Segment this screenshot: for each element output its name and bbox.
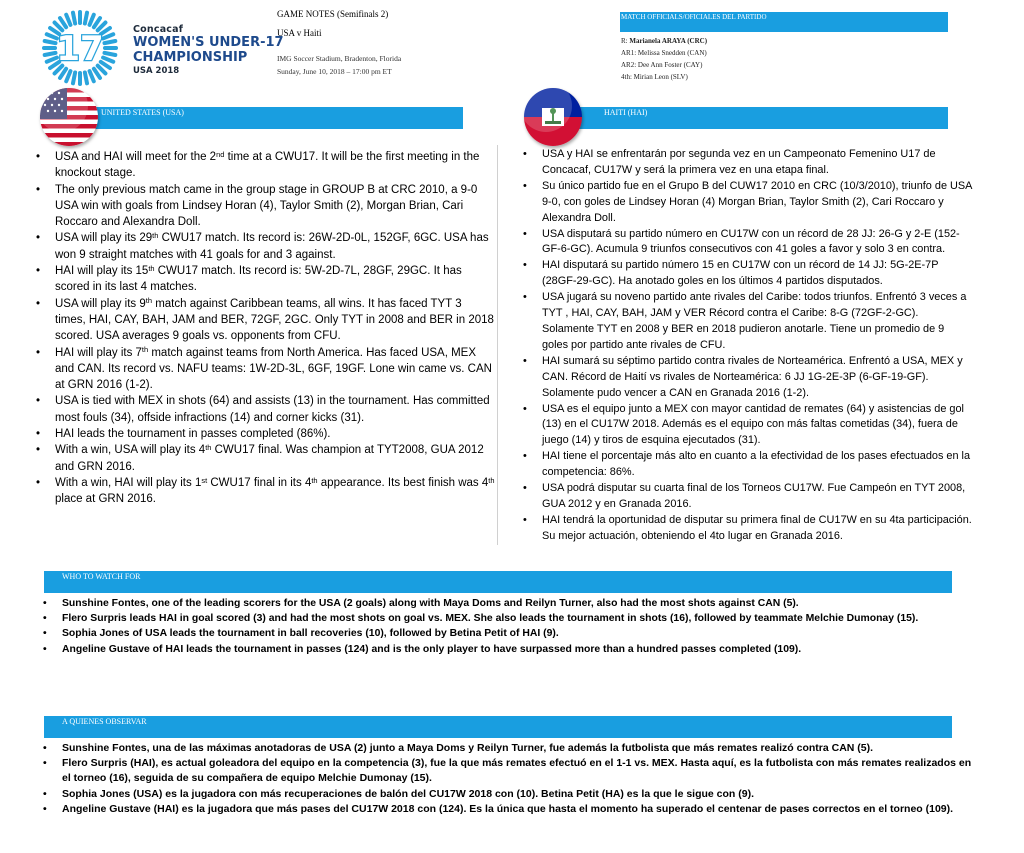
ordinal-suffix: th: [205, 442, 212, 452]
note-text: USA and HAI will meet for the 2: [55, 151, 217, 163]
logo-number: 17: [56, 29, 104, 69]
note-text: appearance. Its best finish was 4: [317, 476, 489, 489]
note-text: CWU17 match. Its record is: 26W-2D-0L, 152GF, 6GC. USA has won 9 straight matches with 41 goals for and 3 against.: [55, 232, 489, 261]
brand-edition: USA 2018: [133, 66, 180, 76]
note-text: USA will play its 29: [55, 232, 153, 245]
usa-note-item: [35, 442, 495, 475]
logo-ray: [94, 69, 100, 78]
note-text: place at GRN 2016.: [55, 493, 157, 506]
logo-ray: [73, 73, 75, 84]
usa-note-item: [35, 393, 495, 426]
hai-note-item: • USA disputará su partido número en CU17W con un récord de 28 JJ: 26-G y 2-E (152-GF-6-GC). Acumula 9 triunfos consecutivos con 41 goles a favor y solo 3 en contra.: [522, 227, 972, 259]
a-quienes-observar-item: • Flero Surpris (HAI), es actual goleadora del equipo en la competencia (3), fue la que más remates efectuó en el 1-1 vs. MEX. Hasta aquí, es la futbolista con más remates realizados en el torneo (16), seguida de su compañera de equipo Melchie Dumonay (15).: [42, 756, 972, 786]
who-to-watch-item: • Flero Surpris leads HAI in goal scored (3) and had the most shots on goal vs. MEX. She also leads the tournament in shots (16), followed by teammate Melchie Dumonay (15).: [42, 611, 972, 626]
logo-ray: [105, 53, 116, 55]
ordinal-suffix: th: [488, 475, 495, 485]
note-text: HAI will play its 7: [55, 346, 142, 359]
who-to-watch-item: • Sunshine Fontes, one of the leading scorers for the USA (2 goals) along with Maya Doms and Reilyn Turner, also had the most shots against CAN (5).: [42, 596, 972, 611]
brand-title-line2: CHAMPIONSHIP: [133, 50, 248, 65]
game-matchup: USA v Haiti: [277, 28, 322, 38]
note-text: time at a CWU17. It will be the first meeting in the knockout stage.: [55, 151, 480, 180]
a-quienes-observar-list: [42, 741, 972, 817]
official-fourth: 4th: Mirian Leon (SLV): [621, 73, 688, 81]
logo-ray: [85, 73, 87, 84]
hai-note-item: • HAI sumará su séptimo partido contra rivales de Norteamérica. Enfrentó a USA, MEX y CAN. Récord de Haití vs rivales de Norteamérica: 6 JJ 1G-2E-3P (6-GF-19-GF). Solamente pudo vencer a CAN en Granada 2016 (1-2).: [522, 354, 972, 402]
officials-header-bar: [620, 12, 948, 32]
a-quienes-observar-item: • Sunshine Fontes, una de las máximas anotadoras de USA (2) junto a Maya Doms y Reilyn Turner, fue además la futbolista que más remates realizó contra CAN (5).: [42, 741, 972, 756]
usa-note-item: [35, 475, 495, 508]
logo-ray: [105, 41, 116, 43]
a-quienes-observar-header: A QUIENES OBSERVAR: [62, 717, 147, 726]
a-quienes-observar-item: • Angeline Gustave (HAI) es la jugadora que más pases del CU17W 2018 con (124). Es la única que hasta el momento ha superado el centenar de pases correctos en el torneo (109).: [42, 802, 972, 817]
championship-logo: [40, 8, 120, 88]
hai-note-item: • HAI tendrá la oportunidad de disputar su primera final de CU17W en su 4ta participación. Su mejor actuación, obteniendo el 4to lugar en Granada 2016.: [522, 513, 972, 545]
ordinal-suffix: th: [152, 231, 159, 241]
logo-ray: [85, 13, 87, 24]
a-quienes-observar-bar: [44, 716, 952, 738]
a-quienes-observar-item: • Sophia Jones (USA) es la jugadora con más recuperaciones de balón del CU17W 2018 con (10). Betina Petit (HA) es la que le sigue con (9).: [42, 787, 972, 802]
team-label-hai: HAITI (HAI): [604, 108, 648, 117]
team-label-usa: UNITED STATES (USA): [101, 108, 184, 117]
logo-ray: [60, 18, 66, 27]
usa-flag-icon: [40, 88, 98, 146]
logo-ray: [94, 18, 100, 27]
note-text: CWU17 final. Was champion at TYT2008, GUA 2012 and GRN 2016.: [55, 444, 484, 473]
note-text: USA will play its 9: [55, 297, 146, 310]
game-datetime: Sunday, June 10, 2018 – 17:00 pm ET: [277, 67, 392, 76]
usa-notes-list: [35, 149, 495, 508]
team-bar-hai: [570, 107, 948, 129]
hai-note-item: • USA podrá disputar su cuarta final de los Torneos CU17W. Fue Campeón en TYT 2008, GUA 2012 y en Granada 2016.: [522, 481, 972, 513]
note-text: CWU17 final in its 4: [207, 476, 312, 489]
note-text: With a win, HAI will play its 1: [55, 476, 202, 489]
who-to-watch-item: • Sophia Jones of USA leads the tournament in ball recoveries (10), followed by Betina Petit of HAI (9).: [42, 626, 972, 641]
hai-note-item: • HAI tiene el porcentaje más alto en cuanto a la efectividad de los pases efectuados en la competencia: 86%.: [522, 449, 972, 481]
referee-name: Marianela ARAYA (CRC): [629, 37, 708, 45]
who-to-watch-list: [42, 596, 972, 657]
official-ar1: AR1: Melissa Snedden (CAN): [621, 49, 707, 57]
brand-block: [133, 24, 284, 76]
note-text: match against teams from North America. Has faced USA, MEX and CAN. Its record vs. NAFU teams: 1W-2D-3L, 6GF, 19GF. Lone win came vs. CAN at GRN 2016 (1-2).: [55, 346, 492, 392]
haiti-flag-icon: [524, 88, 582, 146]
logo-ray: [45, 53, 56, 55]
note-text: CWU17 match. Its record is: 5W-2D-7L, 28GF, 29GC. It has scored in its last 4 matches.: [55, 265, 462, 294]
note-text: With a win, USA will play its 4: [55, 444, 206, 457]
hai-note-item: • USA es el equipo junto a MEX con mayor cantidad de remates (64) y asistencias de gol (13) en el CU17W 2018. Además es el equipo con más faltas cometidas (34), fuera de juego (14) y tiros de esquina ejecutados (31).: [522, 402, 972, 450]
usa-note-item: [35, 296, 495, 345]
note-text: The only previous match came in the group stage in GROUP B at CRC 2010, a 9-0 USA win with goals from Lindsey Horan (4), Taylor Smith (2), Morgan Brian, Cari Roccaro and Alexandra Doll.: [55, 183, 478, 229]
hai-note-item: • HAI disputará su partido número 15 en CU17W con un récord de 14 JJ: 5G-2E-7P (28GF-29-GC). Ha anotado goles en los últimos 4 partidos disputados.: [522, 258, 972, 290]
ordinal-suffix: th: [311, 475, 318, 485]
hai-note-item: • Su único partido fue en el Grupo B del CUW17 2010 en CRC (10/3/2010), triunfo de USA 9-0, con goles de Lindsey Horan (4) Morgan Brian, Taylor Smith (2), Cari Roccaro y Alexandra Doll.: [522, 179, 972, 227]
usa-note-item: [35, 345, 495, 394]
ordinal-suffix: st: [201, 475, 208, 485]
official-ar2: AR2: Dee Ann Foster (CAY): [621, 61, 703, 69]
logo-ray: [103, 34, 113, 38]
logo-ray: [66, 71, 70, 81]
note-text: USA is tied with MEX in shots (64) and assists (13) in the tournament. Has committed most fouls (34), offside infractions (14) and corner kicks (31).: [55, 395, 490, 424]
official-referee: R: Marianela ARAYA (CRC): [621, 37, 708, 45]
usa-note-item: [35, 149, 495, 182]
game-notes: [277, 8, 401, 78]
team-bar-usa: [85, 107, 463, 129]
who-to-watch-bar: [44, 571, 952, 593]
usa-note-item: [35, 263, 495, 296]
game-venue: IMG Soccer Stadium, Bradenton, Florida: [277, 54, 402, 63]
brand-org: Concacaf: [133, 24, 184, 35]
note-text: HAI leads the tournament in passes completed (86%).: [55, 428, 331, 441]
logo-ray: [103, 58, 113, 62]
who-to-watch-header: WHO TO WATCH FOR: [62, 572, 141, 581]
logo-ray: [60, 69, 66, 78]
column-divider: [497, 145, 498, 545]
logo-ray: [66, 15, 70, 25]
game-title: GAME NOTES (Semifinals 2): [277, 9, 389, 19]
ordinal-suffix: nd: [216, 149, 225, 159]
usa-note-item: [35, 182, 495, 231]
hai-notes-list: [522, 147, 972, 545]
note-text: match against Caribbean teams, all wins. It has faced TYT 3 times, HAI, CAY, BAH, JAM and BER, 72GF, 2GC. Only TYT in 2008 and BER in 2018 scored. USA averages 9 goals vs. opponents from CFU.: [55, 297, 494, 343]
logo-ring-icon: [40, 8, 120, 88]
logo-ray: [90, 15, 94, 25]
ordinal-suffix: th: [148, 263, 155, 273]
usa-note-item: [35, 230, 495, 263]
logo-ray: [73, 13, 75, 24]
hai-note-item: • USA jugará su noveno partido ante rivales del Caribe: todos triunfos. Enfrentó 3 veces a TYT , HAI, CAY, BAH, JAM y VER Récord contra el Caribe: 8-G (72GF-2-GC). Solamente TYT en 2008 y BER en 2018 pudieron anotarle. Tiene un promedio de 9 goles por partido ante rivales de CFU.: [522, 290, 972, 354]
usa-note-item: [35, 426, 495, 442]
logo-ray: [45, 41, 56, 43]
ordinal-suffix: th: [145, 296, 152, 306]
officials-list: [621, 35, 707, 83]
logo-ray: [90, 71, 94, 81]
hai-note-item: • USA y HAI se enfrentarán por segunda vez en un Campeonato Femenino U17 de Concacaf, CU17W y será la primera vez en una etapa final.: [522, 147, 972, 179]
note-text: HAI will play its 15: [55, 265, 149, 278]
ordinal-suffix: th: [141, 345, 149, 355]
brand-title-line1: WOMEN'S UNDER-17: [133, 35, 284, 50]
who-to-watch-item: • Angeline Gustave of HAI leads the tournament in passes (124) and is the only player to have surpassed more than a hundred passes completed (109).: [42, 642, 972, 657]
officials-header: MATCH OFFICIALS/OFICIALES DEL PARTIDO: [621, 13, 767, 21]
